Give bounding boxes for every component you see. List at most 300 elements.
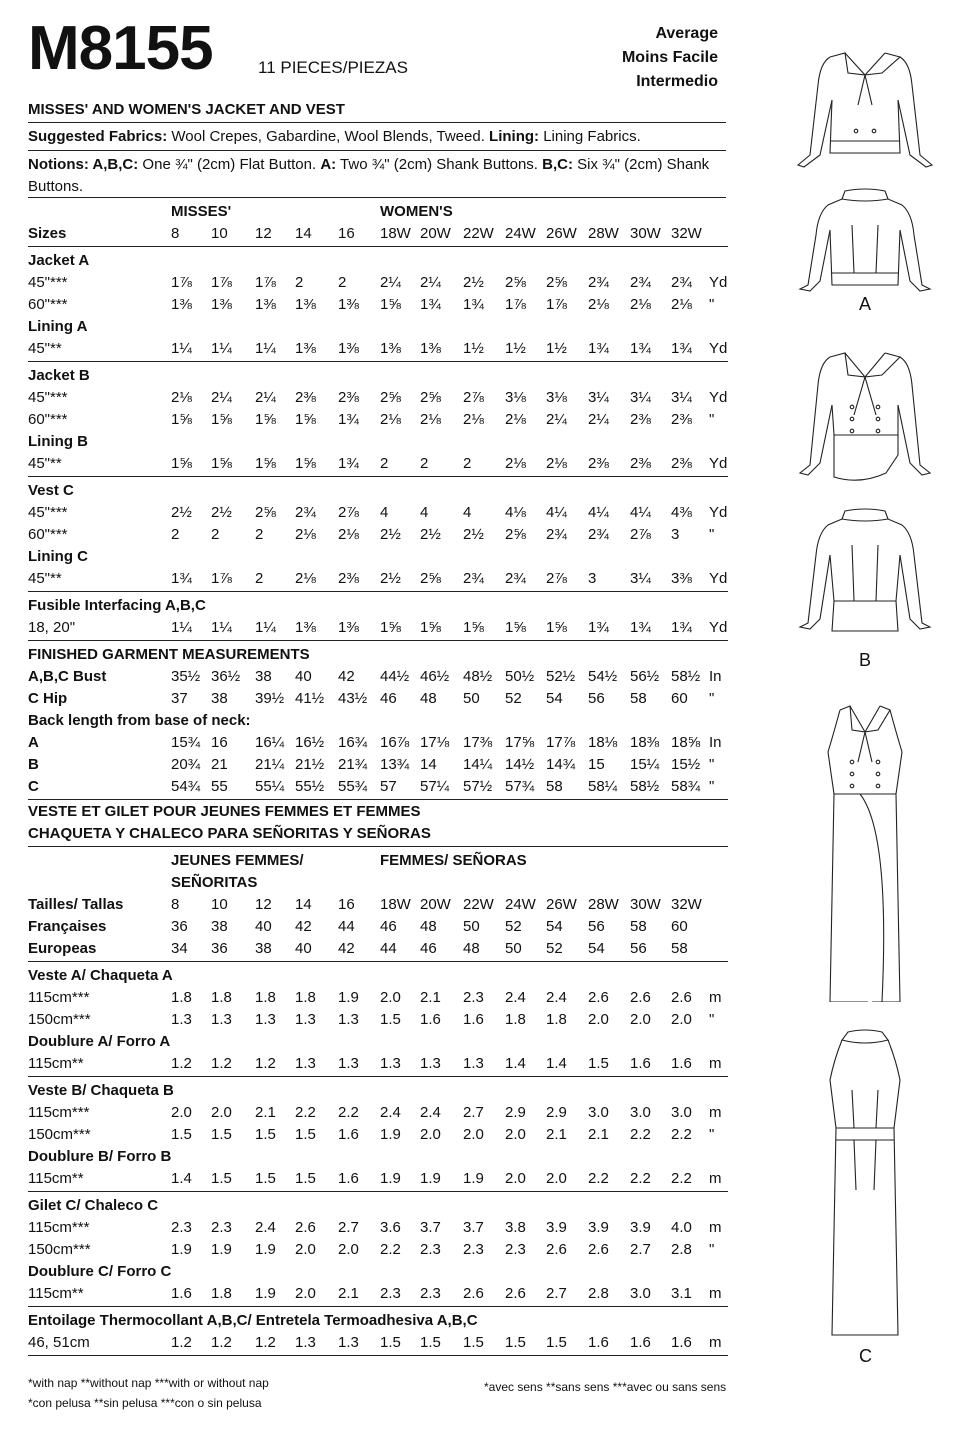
cell-value: 2¼ [211,389,232,406]
cell-value: 1⅞ [505,296,526,313]
cell-value: 2⅛ [295,570,316,587]
row-label: A [28,734,39,751]
row-label: 115cm** [28,1055,84,1072]
unit-label: " [709,1126,715,1143]
cell-value: 1.3 [255,1011,276,1028]
cell-value: 1.9 [255,1285,276,1302]
cell-value: 2.0 [295,1285,316,1302]
cell-value: 16¾ [338,734,368,751]
cell-value: 16 [211,734,228,751]
cell-value: 2.3 [420,1241,441,1258]
cell-value: 52½ [546,668,576,685]
back-length-row [28,754,728,776]
cell-value: 1.6 [630,1334,651,1351]
cell-value: 55¼ [255,778,285,795]
cell-value: 22W [463,896,494,913]
cell-value: 36½ [211,668,241,685]
unit-label: Yd [709,619,728,636]
cell-value: 2 [255,570,264,587]
cell-value: 1.6 [420,1011,441,1028]
cell-value: 38 [255,668,272,685]
cell-value: 2 [380,455,389,472]
cell-value: 1⅞ [546,296,567,313]
cell-value: 2.3 [171,1219,192,1236]
section-title [28,546,728,568]
size-value: 10 [211,225,228,242]
cell-value: 48 [420,918,437,935]
cell-value: 2¼ [588,411,609,428]
cell-value: 1.3 [463,1055,484,1072]
cell-value: 1¼ [255,340,276,357]
group-women: WOMEN'S [380,203,453,220]
yardage-row [28,524,728,546]
notions-a-label: A: [320,156,337,173]
cell-value: 1.8 [211,989,232,1006]
row-label: Françaises [28,918,107,935]
row-label: Lining C [28,548,88,565]
cell-value: 2.9 [546,1104,567,1121]
size-value: 16 [338,225,355,242]
cell-value: 3.0 [630,1285,651,1302]
cell-value: 2⅛ [380,411,401,428]
cell-value: 2.7 [546,1285,567,1302]
cell-value: 2⅞ [546,570,567,587]
cell-value: 15¾ [171,734,201,751]
cell-value: 56 [588,690,605,707]
cell-value: 1.6 [671,1055,692,1072]
cell-value: 20¾ [171,756,201,773]
section-title [28,480,728,502]
cell-value: 38 [211,918,228,935]
row-label: Doublure A/ Forro A [28,1033,171,1050]
cell-value: 3¼ [671,389,692,406]
cell-value: 1⅝ [211,455,232,472]
cell-value: 2⅝ [546,274,567,291]
cell-value: 1⅜ [171,296,192,313]
cell-value: 14 [420,756,437,773]
cell-value: 2⅝ [420,570,441,587]
cell-value: 1.3 [295,1334,316,1351]
cell-value: 1¾ [588,619,609,636]
cell-value: 50½ [505,668,535,685]
cell-value: 1.5 [505,1334,526,1351]
cell-value: 2.4 [380,1104,401,1121]
cell-value: 2.2 [630,1126,651,1143]
cell-value: 1¾ [338,455,359,472]
cell-value: 4¼ [630,504,651,521]
cell-value: 1.9 [171,1241,192,1258]
cell-value: 58¾ [671,778,701,795]
cell-value: 2.0 [505,1126,526,1143]
cell-value: 2¾ [588,526,609,543]
group-jeunes-femmes: JEUNES FEMMES/ [171,852,304,869]
cell-value: 2.6 [630,989,651,1006]
divider [28,1076,728,1077]
cell-value: 2⅝ [255,504,276,521]
cell-value: 2.6 [588,989,609,1006]
row-label: VESTE ET GILET POUR JEUNES FEMMES ET FEMMES [28,803,421,820]
cell-value: 18⅛ [588,734,618,751]
cell-value: 3.9 [630,1219,651,1236]
cell-value: 15 [588,756,605,773]
row-label: 45"** [28,455,62,472]
cell-value: 4⅜ [671,504,692,521]
cell-value: 4 [463,504,472,521]
metric-row [28,1053,728,1075]
row-label: 115cm*** [28,989,90,1006]
cell-value: 2⅛ [588,296,609,313]
cell-value: 2 [420,455,429,472]
cell-value: 2⅜ [338,389,359,406]
cell-value: 2 [295,274,304,291]
yardage-row [28,409,728,431]
back-length-label [28,710,728,732]
cell-value: 2.1 [420,989,441,1006]
unit-label: Yd [709,570,728,587]
view-label-b: B [859,650,872,670]
unit-label: m [709,1219,722,1236]
cell-value: 58 [630,690,647,707]
measurement-row [28,688,728,710]
cell-value: 2⅞ [338,504,359,521]
sizes-row [28,223,728,245]
cell-value: 54½ [588,668,618,685]
cell-value: 41½ [295,690,325,707]
cell-value: 2⅜ [338,570,359,587]
cell-value: 2.0 [463,1126,484,1143]
section-title [28,250,728,272]
cell-value: 54 [546,690,563,707]
unit-label: m [709,1334,722,1351]
cell-value: 1.5 [171,1126,192,1143]
cell-value: 52 [505,918,522,935]
cell-value: 1.2 [171,1334,192,1351]
cell-value: 1⅜ [295,296,316,313]
cell-value: 2.0 [505,1170,526,1187]
vest-c-back-drawing [790,1010,940,1340]
cell-value: 1.3 [420,1055,441,1072]
cell-value: 34 [171,940,188,957]
cell-value: 2.6 [295,1219,316,1236]
row-label: Lining B [28,433,88,450]
cell-value: 2⅛ [420,411,441,428]
cell-value: 32W [671,896,702,913]
size-value: 28W [588,225,619,242]
row-label: FINISHED GARMENT MEASUREMENTS [28,646,310,663]
size-value: 14 [295,225,312,242]
row-label: 60"*** [28,296,68,313]
footnote-spanish: *con pelusa **sin pelusa ***con o sin pelusa [28,1396,262,1410]
cell-value: 2.8 [588,1285,609,1302]
size-value: 18W [380,225,411,242]
cell-value: 26W [546,896,577,913]
cell-value: 3¼ [630,570,651,587]
cell-value: 35½ [171,668,201,685]
unit-label: m [709,989,722,1006]
cell-value: 2.3 [211,1219,232,1236]
section-title [28,1310,728,1332]
cell-value: 2 [255,526,264,543]
cell-value: 3.9 [588,1219,609,1236]
cell-value: 50 [505,940,522,957]
cell-value: 1.6 [171,1285,192,1302]
cell-value: 40 [295,940,312,957]
cell-value: 2¼ [546,411,567,428]
cell-value: 42 [295,918,312,935]
cell-value: 2.4 [255,1219,276,1236]
cell-value: 1⅜ [211,296,232,313]
cell-value: 38 [255,940,272,957]
cell-value: 1.9 [380,1170,401,1187]
cell-value: 1⅜ [295,619,316,636]
row-label: A,B,C Bust [28,668,107,685]
cell-value: 3 [671,526,680,543]
cell-value: 1.3 [295,1011,316,1028]
cell-value: 1.6 [588,1334,609,1351]
section-title [28,365,728,387]
cell-value: 2⅜ [630,411,651,428]
divider [28,197,726,198]
cell-value: 1.3 [171,1011,192,1028]
cell-value: 39½ [255,690,285,707]
cell-value: 1.3 [295,1055,316,1072]
cell-value: 15¼ [630,756,660,773]
cell-value: 1⅝ [295,455,316,472]
cell-value: 3.1 [671,1285,692,1302]
cell-value: 1½ [546,340,567,357]
group-header-row [28,850,728,872]
difficulty-fr: Moins Facile [621,49,718,66]
jacket-a-front-drawing [790,45,940,185]
row-label: 150cm*** [28,1241,91,1258]
unit-label: Yd [709,504,728,521]
cell-value: 2.2 [671,1170,692,1187]
cell-value: 50 [463,918,480,935]
row-label: Tailles/ Tallas [28,896,124,913]
cell-value: 2.6 [505,1285,526,1302]
cell-value: 1¾ [338,411,359,428]
metric-row [28,1124,728,1146]
cell-value: 1.2 [171,1055,192,1072]
cell-value: 2⅛ [295,526,316,543]
cell-value: 3¼ [588,389,609,406]
unit-label: " [709,526,715,543]
cell-value: 1.8 [211,1285,232,1302]
cell-value: 1⅜ [380,340,401,357]
cell-value: 24W [505,896,536,913]
jacket-a-back-drawing [790,185,940,295]
cell-value: 1.5 [546,1334,567,1351]
fabrics-label: Suggested Fabrics: [28,128,168,145]
cell-value: 1.8 [505,1011,526,1028]
size-value: 32W [671,225,702,242]
cell-value: 1⅞ [211,274,232,291]
section-title [28,1146,728,1168]
cell-value: 1⅝ [463,619,484,636]
cell-value: 2½ [463,526,484,543]
cell-value: 1¾ [420,296,441,313]
cell-value: 2.2 [671,1126,692,1143]
cell-value: 58 [630,918,647,935]
size-value: 8 [171,225,180,242]
cell-value: 1.5 [420,1334,441,1351]
cell-value: 56 [588,918,605,935]
cell-value: 2 [338,274,347,291]
cell-value: 3.9 [546,1219,567,1236]
cell-value: 2.6 [463,1285,484,1302]
cell-value: 1.5 [211,1126,232,1143]
cell-value: 18⅜ [630,734,660,751]
row-label: Veste A/ Chaqueta A [28,967,173,984]
cell-value: 1¼ [255,619,276,636]
cell-value: 1.3 [211,1011,232,1028]
section-title [28,965,728,987]
cell-value: 2 [463,455,472,472]
cell-value: 48½ [463,668,493,685]
cell-value: 1⅜ [295,340,316,357]
cell-value: 2⅝ [505,274,526,291]
footnote-french: *avec sens **sans sens ***avec ou sans sens [484,1380,727,1394]
cell-value: 1¼ [171,619,192,636]
cell-value: 1⅝ [171,455,192,472]
cell-value: 46 [380,918,397,935]
cell-value: 2.7 [338,1219,359,1236]
cell-value: 1¾ [671,619,692,636]
divider [28,150,726,151]
row-label: Jacket A [28,252,90,269]
cell-value: 2¼ [255,389,276,406]
cell-value: 2⅝ [505,526,526,543]
fabrics-text: Wool Crepes, Gabardine, Wool Blends, Tweed. [167,128,490,145]
cell-value: 57¼ [420,778,450,795]
cell-value: 54 [588,940,605,957]
divider [28,961,728,962]
cell-value: 60 [671,918,688,935]
unit-label: Yd [709,455,728,472]
cell-value: 2¼ [420,274,441,291]
cell-value: 1⅜ [338,340,359,357]
divider [28,1191,728,1192]
suggested-fabrics [28,128,641,145]
cell-value: 2.4 [546,989,567,1006]
cell-value: 1¾ [588,340,609,357]
cell-value: 2.0 [380,989,401,1006]
cell-value: 1.2 [211,1055,232,1072]
row-label: C [28,778,39,795]
divider [28,591,728,592]
cell-value: 2⅛ [463,411,484,428]
cell-value: 40 [295,668,312,685]
row-label: Doublure B/ Forro B [28,1148,172,1165]
cell-value: 21 [211,756,228,773]
cell-value: 3.0 [671,1104,692,1121]
cell-value: 1½ [505,340,526,357]
cell-value: 2⅞ [463,389,484,406]
cell-value: 44 [380,940,397,957]
cell-value: 15½ [671,756,701,773]
cell-value: 2.3 [463,1241,484,1258]
cell-value: 2⅝ [420,389,441,406]
cell-value: 56½ [630,668,660,685]
yardage-table-english [28,201,728,803]
divider [28,799,728,800]
row-label: 45"** [28,340,62,357]
unit-label: m [709,1104,722,1121]
cell-value: 14¾ [546,756,576,773]
pattern-title: MISSES' AND WOMEN'S JACKET AND VEST [28,101,345,118]
metric-row [28,1239,728,1261]
size-value: 30W [630,225,661,242]
cell-value: 1.5 [380,1334,401,1351]
row-label: Europeas [28,940,97,957]
cell-value: 2 [211,526,220,543]
row-label: 45"*** [28,504,68,521]
back-length-row [28,776,728,798]
cell-value: 2⅛ [546,455,567,472]
cell-value: 40 [255,918,272,935]
cell-value: 3.7 [420,1219,441,1236]
section-title [28,1195,728,1217]
cell-value: 2⅞ [630,526,651,543]
cell-value: 2.7 [463,1104,484,1121]
cell-value: 2⅛ [630,296,651,313]
cell-value: 1⅜ [255,296,276,313]
cell-value: 1.5 [380,1011,401,1028]
view-label-c: C [859,1346,872,1366]
size-value: 24W [505,225,536,242]
cell-value: 2.8 [671,1241,692,1258]
cell-value: 1.9 [255,1241,276,1258]
cell-value: 1.2 [255,1334,276,1351]
cell-value: 1.3 [338,1055,359,1072]
notions-text-1: One ¾" (2cm) Flat Button. [138,156,321,173]
metric-row [28,1009,728,1031]
cell-value: 18W [380,896,411,913]
cell-value: 2.0 [420,1126,441,1143]
unit-label: " [709,411,715,428]
footnote-english: *with nap **without nap ***with or without nap [28,1376,269,1390]
cell-value: 58½ [671,668,701,685]
cell-value: 8 [171,896,180,913]
size-value: 26W [546,225,577,242]
cell-value: 54¾ [171,778,201,795]
notions [28,154,718,198]
cell-value: 2.3 [463,989,484,1006]
cell-value: 1¾ [630,340,651,357]
cell-value: 1.3 [338,1011,359,1028]
cell-value: 60 [671,690,688,707]
section-title [28,316,728,338]
cell-value: 4 [380,504,389,521]
cell-value: 2⅜ [588,455,609,472]
cell-value: 2⅜ [671,411,692,428]
cell-value: 1.5 [255,1126,276,1143]
divider [28,122,726,123]
sizes-label: Sizes [28,225,67,242]
cell-value: 2.2 [630,1170,651,1187]
cell-value: 1⅝ [420,619,441,636]
cell-value: 16¼ [255,734,285,751]
cell-value: 2⅛ [505,455,526,472]
cell-value: 2.7 [630,1241,651,1258]
cell-value: 21½ [295,756,325,773]
cell-value: 30W [630,896,661,913]
section-title [28,1031,728,1053]
cell-value: 1⅜ [338,619,359,636]
cell-value: 1⅝ [546,619,567,636]
cell-value: 42 [338,668,355,685]
cell-value: 48 [420,690,437,707]
